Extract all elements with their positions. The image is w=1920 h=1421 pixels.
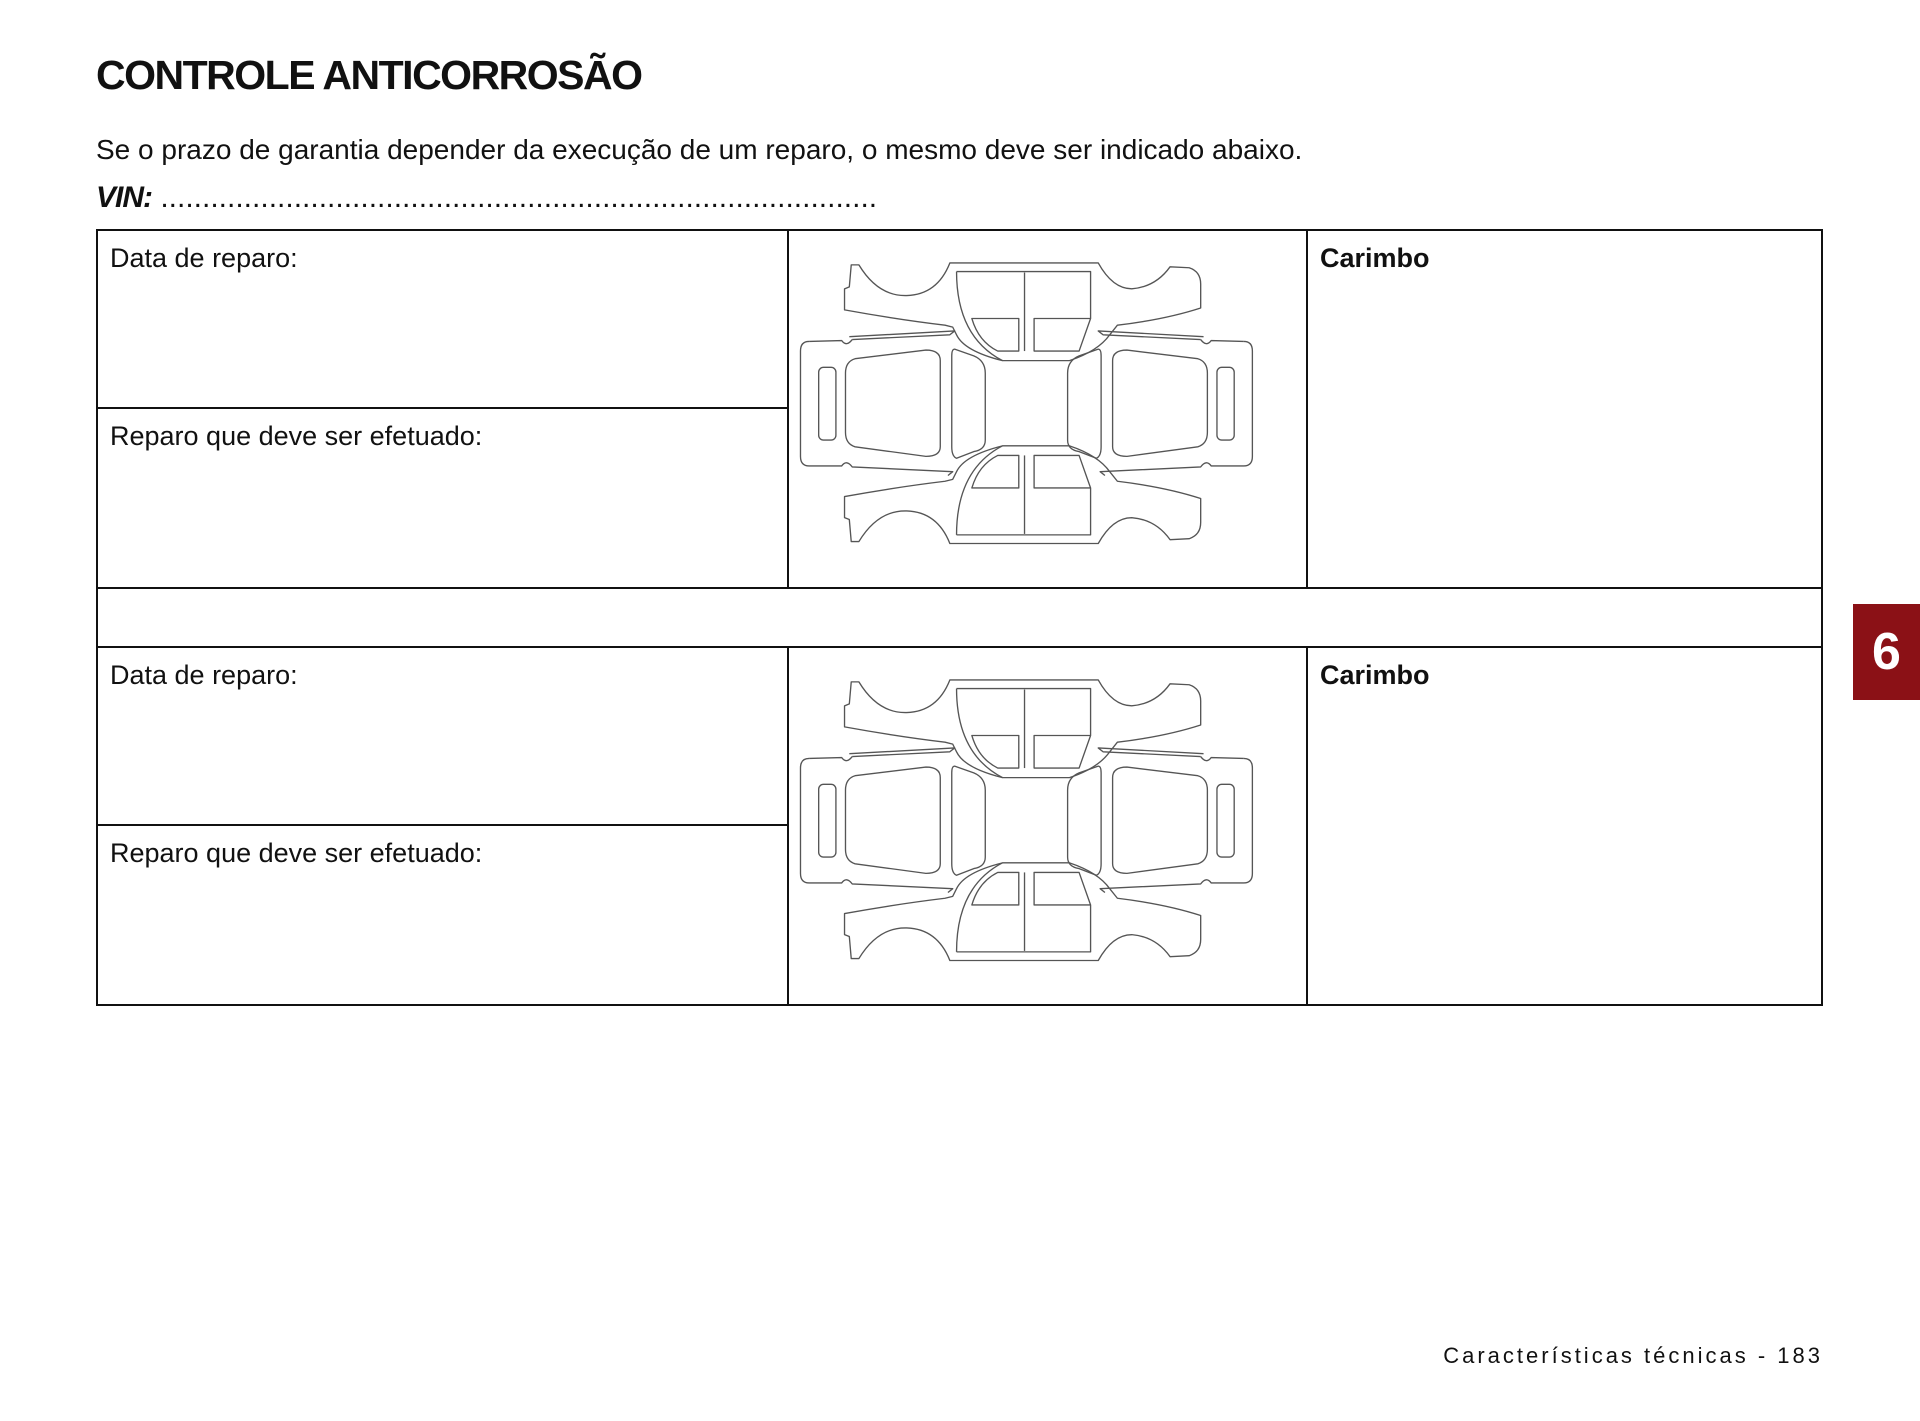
vin-blank-line: ...................................................................................... [152,181,878,214]
vin-field[interactable] [96,181,877,215]
car-body-diagram [789,648,1308,1004]
stamp-label: Carimbo [1320,243,1430,273]
car-body-diagram-icon [789,648,1306,1003]
repair-description-label: Reparo que deve ser efetuado: [110,838,483,868]
repair-date-label: Data de reparo: [110,243,298,273]
stamp-cell [1308,648,1821,1004]
car-body-diagram-icon [789,231,1306,586]
stamp-cell [1308,231,1821,587]
repair-description-cell[interactable] [98,409,787,587]
repair-date-label: Data de reparo: [110,660,298,690]
stamp-label: Carimbo [1320,660,1430,690]
page-title: CONTROLE ANTICORROSÃO [96,52,642,98]
repair-description-label: Reparo que deve ser efetuado: [110,421,483,451]
repair-date-cell[interactable] [98,231,787,409]
intro-text: Se o prazo de garantia depender da execução de um reparo, o mesmo deve ser indicado abaixo. [96,134,1303,165]
table-spacer-row [96,587,1823,649]
page-footer: Características técnicas - 183 [1443,1343,1823,1368]
repair-date-cell[interactable] [98,648,787,826]
repair-description-cell[interactable] [98,826,787,1004]
vin-label: VIN: [96,181,152,214]
repair-record-2 [96,646,1823,1006]
repair-record-1 [96,229,1823,589]
car-body-diagram [789,231,1308,587]
chapter-tab: 6 [1853,604,1920,700]
